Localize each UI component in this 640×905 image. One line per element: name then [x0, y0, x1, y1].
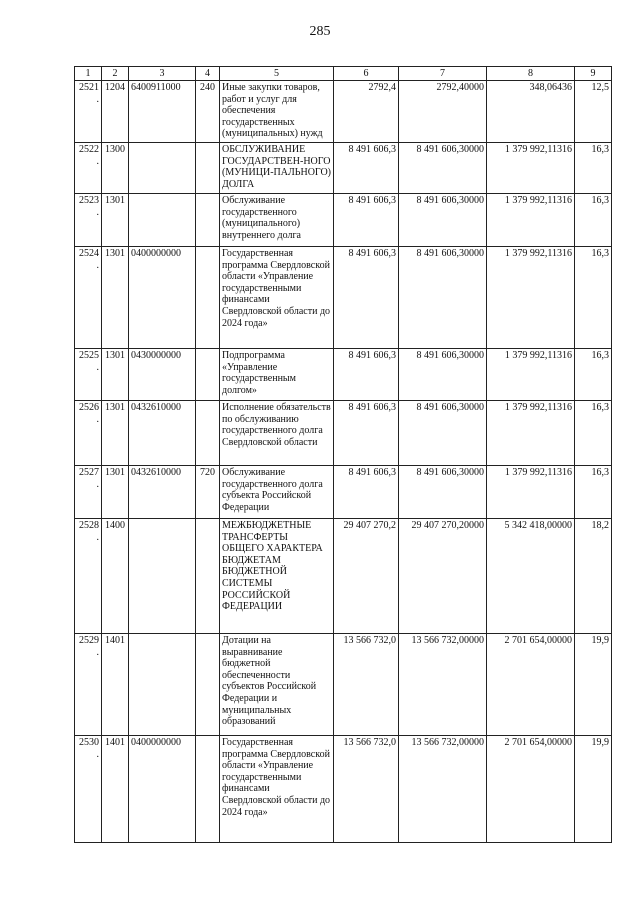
expense-type-cell: 720 — [196, 465, 220, 518]
value-cell-7: 29 407 270,20000 — [399, 518, 487, 633]
value-cell-6: 8 491 606,3 — [334, 465, 399, 518]
name-cell: Обслуживание государственного долга субъекта Российской Федерации — [220, 465, 334, 518]
expense-type-cell — [196, 735, 220, 842]
name-cell: Исполнение обязательств по обслуживанию государственного долга Свердловской области — [220, 400, 334, 465]
value-cell-7: 13 566 732,00000 — [399, 633, 487, 735]
budget-table — [74, 66, 612, 843]
table-row — [75, 518, 612, 633]
page-number: 285 — [309, 24, 331, 39]
table-row — [75, 142, 612, 193]
section-code-cell: 1301 — [102, 246, 129, 348]
name-cell: Государственная программа Свердловской области «Управление государственными финансами Свердловской области до 2024 года» — [220, 246, 334, 348]
expense-type-cell — [196, 246, 220, 348]
value-cell-8: 1 379 992,11316 — [487, 142, 575, 193]
name-cell: Иные закупки товаров, работ и услуг для обеспечения государственных (муниципальных) нужд — [220, 81, 334, 143]
row-number-cell: 2527. — [75, 465, 102, 518]
header-cell: 5 — [220, 67, 334, 81]
target-article-cell — [129, 518, 196, 633]
value-cell-8: 1 379 992,11316 — [487, 246, 575, 348]
row-number-cell: 2521. — [75, 81, 102, 143]
name-cell: Дотации на выравнивание бюджетной обеспеченности субъектов Российской Федерации и муниципальных образований — [220, 633, 334, 735]
table-row — [75, 193, 612, 246]
target-article-cell — [129, 142, 196, 193]
section-code-cell: 1301 — [102, 348, 129, 400]
value-cell-7: 8 491 606,30000 — [399, 193, 487, 246]
target-article-cell: 0432610000 — [129, 465, 196, 518]
value-cell-8: 1 379 992,11316 — [487, 193, 575, 246]
target-article-cell: 0430000000 — [129, 348, 196, 400]
row-number-cell: 2524. — [75, 246, 102, 348]
target-article-cell: 0432610000 — [129, 400, 196, 465]
percent-cell: 16,3 — [575, 246, 612, 348]
value-cell-6: 13 566 732,0 — [334, 633, 399, 735]
header-cell: 7 — [399, 67, 487, 81]
header-cell: 4 — [196, 67, 220, 81]
value-cell-6: 8 491 606,3 — [334, 348, 399, 400]
percent-cell: 16,3 — [575, 142, 612, 193]
value-cell-7: 8 491 606,30000 — [399, 142, 487, 193]
value-cell-6: 29 407 270,2 — [334, 518, 399, 633]
table-row — [75, 633, 612, 735]
value-cell-7: 8 491 606,30000 — [399, 465, 487, 518]
value-cell-6: 8 491 606,3 — [334, 193, 399, 246]
value-cell-6: 8 491 606,3 — [334, 246, 399, 348]
percent-cell: 16,3 — [575, 348, 612, 400]
value-cell-6: 8 491 606,3 — [334, 400, 399, 465]
value-cell-7: 8 491 606,30000 — [399, 400, 487, 465]
value-cell-7: 8 491 606,30000 — [399, 348, 487, 400]
value-cell-7: 13 566 732,00000 — [399, 735, 487, 842]
expense-type-cell — [196, 142, 220, 193]
name-cell: МЕЖБЮДЖЕТНЫЕ ТРАНСФЕРТЫ ОБЩЕГО ХАРАКТЕРА БЮДЖЕТАМ БЮДЖЕТНОЙ СИСТЕМЫ РОССИЙСКОЙ ФЕДЕРАЦИИ — [220, 518, 334, 633]
percent-cell: 16,3 — [575, 465, 612, 518]
row-number-cell: 2523. — [75, 193, 102, 246]
target-article-cell: 0400000000 — [129, 735, 196, 842]
table-row — [75, 735, 612, 842]
value-cell-6: 8 491 606,3 — [334, 142, 399, 193]
value-cell-8: 1 379 992,11316 — [487, 465, 575, 518]
percent-cell: 12,5 — [575, 81, 612, 143]
percent-cell: 19,9 — [575, 633, 612, 735]
table-row — [75, 246, 612, 348]
name-cell: Государственная программа Свердловской области «Управление государственными финансами Свердловской области до 2024 года» — [220, 735, 334, 842]
row-number-cell: 2526. — [75, 400, 102, 465]
expense-type-cell: 240 — [196, 81, 220, 143]
header-cell: 1 — [75, 67, 102, 81]
header-cell: 6 — [334, 67, 399, 81]
value-cell-8: 2 701 654,00000 — [487, 735, 575, 842]
value-cell-8: 2 701 654,00000 — [487, 633, 575, 735]
percent-cell: 16,3 — [575, 400, 612, 465]
section-code-cell: 1401 — [102, 633, 129, 735]
percent-cell: 16,3 — [575, 193, 612, 246]
name-cell: Обслуживание государственного (муниципального) внутреннего долга — [220, 193, 334, 246]
section-code-cell: 1401 — [102, 735, 129, 842]
header-row — [75, 67, 612, 81]
table-row — [75, 400, 612, 465]
section-code-cell: 1301 — [102, 193, 129, 246]
header-cell: 3 — [129, 67, 196, 81]
row-number-cell: 2522. — [75, 142, 102, 193]
target-article-cell: 6400911000 — [129, 81, 196, 143]
value-cell-8: 1 379 992,11316 — [487, 400, 575, 465]
percent-cell: 19,9 — [575, 735, 612, 842]
target-article-cell — [129, 633, 196, 735]
row-number-cell: 2530. — [75, 735, 102, 842]
value-cell-7: 2792,40000 — [399, 81, 487, 143]
header-cell: 9 — [575, 67, 612, 81]
value-cell-8: 5 342 418,00000 — [487, 518, 575, 633]
table-row — [75, 81, 612, 143]
section-code-cell: 1400 — [102, 518, 129, 633]
row-number-cell: 2525. — [75, 348, 102, 400]
table-row — [75, 348, 612, 400]
table-row — [75, 465, 612, 518]
header-cell: 2 — [102, 67, 129, 81]
expense-type-cell — [196, 348, 220, 400]
expense-type-cell — [196, 193, 220, 246]
name-cell: Подпрограмма «Управление государственным долгом» — [220, 348, 334, 400]
section-code-cell: 1204 — [102, 81, 129, 143]
expense-type-cell — [196, 400, 220, 465]
section-code-cell: 1300 — [102, 142, 129, 193]
value-cell-8: 1 379 992,11316 — [487, 348, 575, 400]
percent-cell: 18,2 — [575, 518, 612, 633]
expense-type-cell — [196, 633, 220, 735]
header-cell: 8 — [487, 67, 575, 81]
target-article-cell: 0400000000 — [129, 246, 196, 348]
target-article-cell — [129, 193, 196, 246]
row-number-cell: 2529. — [75, 633, 102, 735]
section-code-cell: 1301 — [102, 400, 129, 465]
value-cell-6: 2792,4 — [334, 81, 399, 143]
name-cell: ОБСЛУЖИВАНИЕ ГОСУДАРСТВЕН-НОГО (МУНИЦИ-ПАЛЬНОГО) ДОЛГА — [220, 142, 334, 193]
section-code-cell: 1301 — [102, 465, 129, 518]
value-cell-6: 13 566 732,0 — [334, 735, 399, 842]
row-number-cell: 2528. — [75, 518, 102, 633]
value-cell-7: 8 491 606,30000 — [399, 246, 487, 348]
value-cell-8: 348,06436 — [487, 81, 575, 143]
expense-type-cell — [196, 518, 220, 633]
